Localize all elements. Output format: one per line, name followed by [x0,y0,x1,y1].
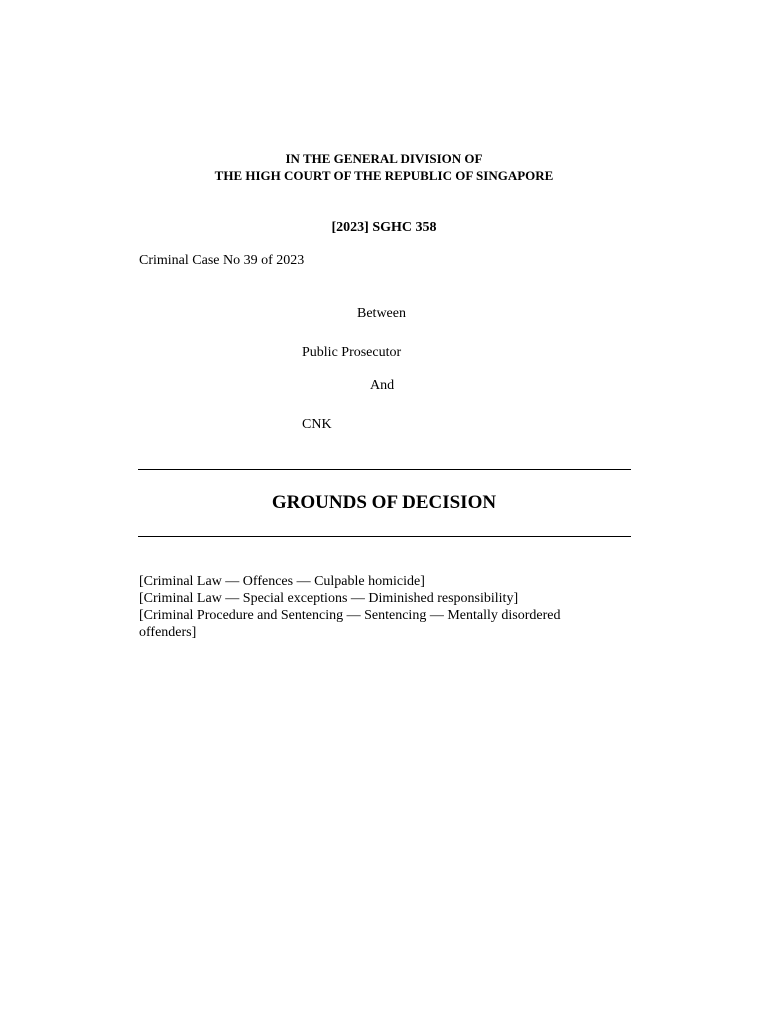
neutral-citation: [2023] SGHC 358 [331,220,437,235]
title-bottom-rule [138,536,631,537]
court-name-line-2: THE HIGH COURT OF THE REPUBLIC OF SINGAPORE [214,168,554,183]
prosecutor-name: Public Prosecutor [302,345,402,360]
accused-name: CNK [302,417,332,432]
catchwords [139,573,619,641]
document-title: GROUNDS OF DECISION [271,492,497,513]
between-label: Between [357,306,406,321]
case-number: Criminal Case No 39 of 2023 [139,253,305,268]
catchword-3: [Criminal Procedure and Sentencing — Sentencing — Mentally disordered offenders] [139,608,561,640]
title-top-rule [138,469,631,470]
catchword-2: [Criminal Law — Special exceptions — Diminished responsibility] [139,591,519,606]
catchword-1: [Criminal Law — Offences — Culpable homicide] [139,574,425,589]
court-name-line-1: IN THE GENERAL DIVISION OF [285,151,483,166]
and-label: And [370,378,395,393]
